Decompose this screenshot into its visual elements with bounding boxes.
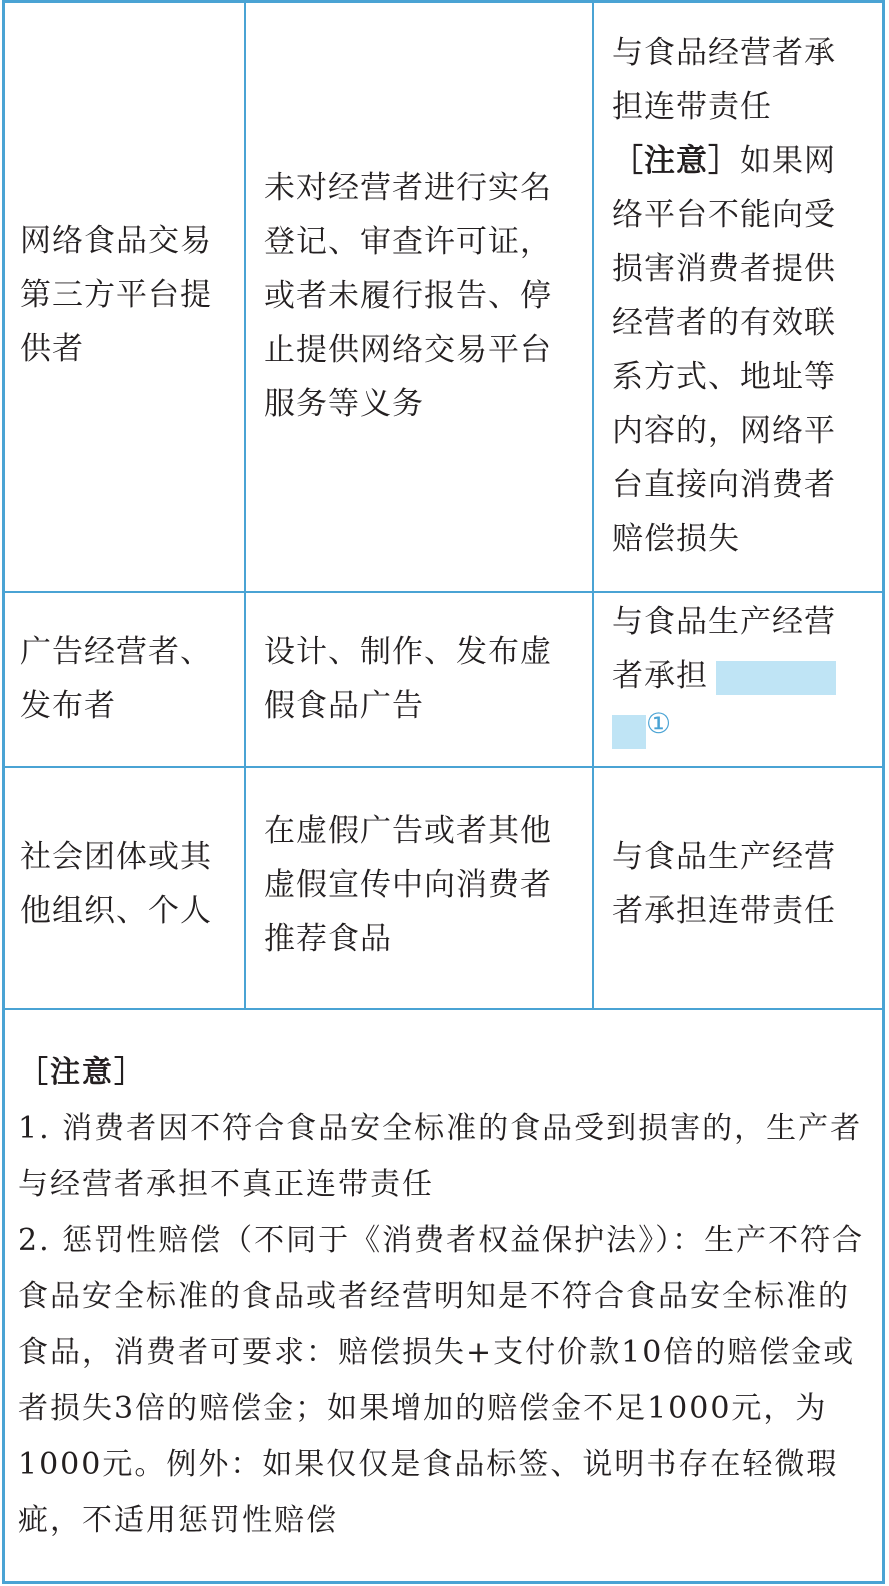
- row3-subject-text: 社会团体或其他组织、个人: [20, 839, 212, 929]
- notes-section: [18, 1045, 866, 1549]
- row1-note-text: 如果网络平台不能向受损害消费者提供经营者的有效联系方式、地址等内容的，网络平台直接向消费者赔偿损失: [612, 143, 836, 557]
- column-divider-2: [592, 0, 594, 1010]
- row2-conduct-text: 设计、制作、发布虚假食品广告: [264, 634, 552, 724]
- row-divider-1: [2, 591, 885, 593]
- row3-liability: [612, 830, 862, 938]
- row2-liability-text: [612, 595, 862, 757]
- row3-subject: [20, 830, 230, 938]
- note-item-1: 1. 消费者因不符合食品安全标准的食品受到损害的，生产者与经营者承担不真正连带责任: [18, 1111, 863, 1202]
- answer-blank-continued: [612, 715, 646, 749]
- row2-subject: [20, 625, 235, 733]
- row2-subject-text: 广告经营者、发布者: [20, 634, 212, 724]
- row2-liability: [612, 595, 862, 757]
- blank-marker: ①: [646, 707, 673, 740]
- row1-liability-text: 与食品经营者承担连带责任: [612, 35, 836, 125]
- row1-subject: [20, 214, 230, 376]
- row1-conduct-text: 未对经营者进行实名登记、审查许可证，或者未履行报告、停止提供网络交易平台服务等义务: [264, 170, 552, 422]
- notes-label: ［注意］: [18, 1055, 146, 1090]
- note-item-2: 2. 惩罚性赔偿（不同于《消费者权益保护法》）：生产不符合食品安全标准的食品或者经营明知是不符合食品安全标准的食品，消费者可要求：赔偿损失+支付价款10倍的赔偿金或者损失3倍的赔偿金；如果增加的赔偿金不足1000元，为1000元。例外：如果仅仅是食品标签、说明书存在轻微瑕疵，不适用惩罚性赔偿: [18, 1223, 865, 1538]
- row3-liability-text: 与食品生产经营者承担连带责任: [612, 839, 836, 929]
- row-divider-3: [2, 1008, 885, 1010]
- row-divider-2: [2, 766, 885, 768]
- row2-conduct: [264, 625, 580, 733]
- row1-note: [612, 134, 862, 566]
- row2-liability-prefix: 与食品生产经营者承担: [612, 604, 836, 694]
- row3-conduct-text: 在虚假广告或者其他虚假宣传中向消费者推荐食品: [264, 813, 552, 957]
- row3-conduct: [264, 804, 580, 966]
- column-divider-1: [244, 0, 246, 1010]
- answer-blank: [716, 661, 836, 695]
- row1-subject-text: 网络食品交易第三方平台提供者: [20, 223, 212, 367]
- row1-note-label: ［注意］: [612, 143, 740, 179]
- row1-liability: [612, 26, 862, 566]
- row1-conduct: [264, 161, 580, 431]
